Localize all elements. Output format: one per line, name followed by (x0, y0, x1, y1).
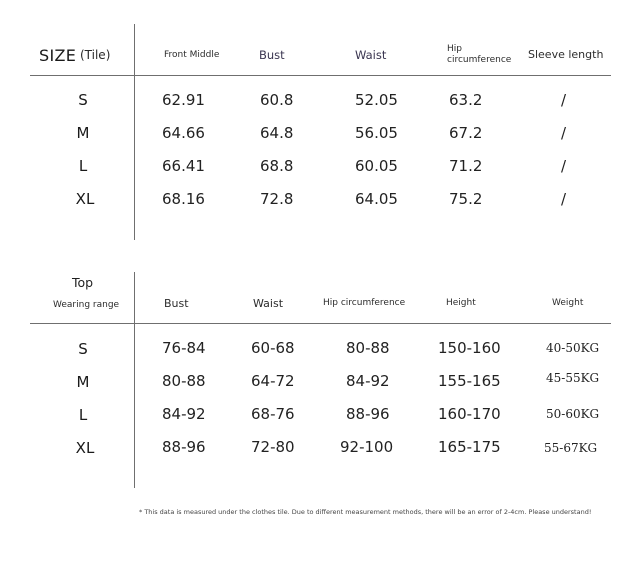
sleeve-value: / (561, 124, 567, 142)
bust-value: 60.8 (260, 91, 294, 109)
front-middle-value: 68.16 (162, 190, 205, 208)
table1-subtitle: (Tile) (80, 48, 111, 62)
table1-vertical-divider (134, 24, 135, 240)
height-value: 160-170 (438, 405, 501, 423)
waist-value: 68-76 (251, 405, 295, 423)
hip-value: 84-92 (346, 372, 390, 390)
hip-value: 88-96 (346, 405, 390, 423)
size-label: S (78, 340, 88, 358)
size-label: S (78, 91, 88, 109)
header-bust: Bust (164, 297, 189, 310)
header-weight: Weight (552, 298, 584, 308)
size-label: M (76, 124, 90, 142)
header-waist: Waist (355, 48, 387, 62)
header-sleeve-length: Sleeve length (528, 48, 604, 61)
header-bust: Bust (259, 48, 285, 62)
header-front-middle: Front Middle (164, 50, 220, 60)
hip-value: 80-88 (346, 339, 390, 357)
bust-value: 80-88 (162, 372, 206, 390)
waist-value: 56.05 (355, 124, 398, 142)
hip-value: 71.2 (449, 157, 483, 175)
measurement-footnote: * This data is measured under the clothes tile. Due to different measurement methods, there will be an error of 2-4cm. Please understand! (139, 508, 592, 516)
header-hip-circumference: Hip circumference (447, 44, 512, 65)
size-label: M (76, 373, 90, 391)
bust-value: 88-96 (162, 438, 206, 456)
hip-value: 67.2 (449, 124, 483, 142)
waist-value: 72-80 (251, 438, 295, 456)
sleeve-value: / (561, 157, 567, 175)
waist-value: 64.05 (355, 190, 398, 208)
table2-title: Top (72, 275, 94, 290)
height-value: 150-160 (438, 339, 501, 357)
bust-value: 64.8 (260, 124, 294, 142)
size-label: L (78, 157, 88, 175)
header-height: Height (446, 298, 476, 308)
bust-value: 76-84 (162, 339, 206, 357)
bust-value: 68.8 (260, 157, 294, 175)
weight-value: 40-50KG (546, 341, 600, 355)
size-label: XL (75, 439, 95, 457)
front-middle-value: 62.91 (162, 91, 205, 109)
table1-header-divider (30, 75, 611, 76)
weight-value: 45-55KG (546, 371, 600, 385)
height-value: 155-165 (438, 372, 501, 390)
front-middle-value: 64.66 (162, 124, 205, 142)
header-waist: Waist (253, 297, 284, 310)
table1-title: SIZE (39, 46, 77, 65)
table2-header-divider (30, 323, 611, 324)
size-label: L (78, 406, 88, 424)
table2-subtitle: Wearing range (53, 300, 120, 310)
waist-value: 60.05 (355, 157, 398, 175)
waist-value: 64-72 (251, 372, 295, 390)
hip-value: 75.2 (449, 190, 483, 208)
size-label: XL (75, 190, 95, 208)
weight-value: 55-67KG (544, 441, 598, 455)
bust-value: 72.8 (260, 190, 294, 208)
table2-vertical-divider (134, 272, 135, 488)
sleeve-value: / (561, 190, 567, 208)
weight-value: 50-60KG (546, 407, 600, 421)
waist-value: 52.05 (355, 91, 398, 109)
sleeve-value: / (561, 91, 567, 109)
hip-value: 63.2 (449, 91, 483, 109)
header-hip-circumference: Hip circumference (323, 298, 406, 308)
height-value: 165-175 (438, 438, 501, 456)
front-middle-value: 66.41 (162, 157, 205, 175)
waist-value: 60-68 (251, 339, 295, 357)
hip-value: 92-100 (340, 438, 394, 456)
bust-value: 84-92 (162, 405, 206, 423)
